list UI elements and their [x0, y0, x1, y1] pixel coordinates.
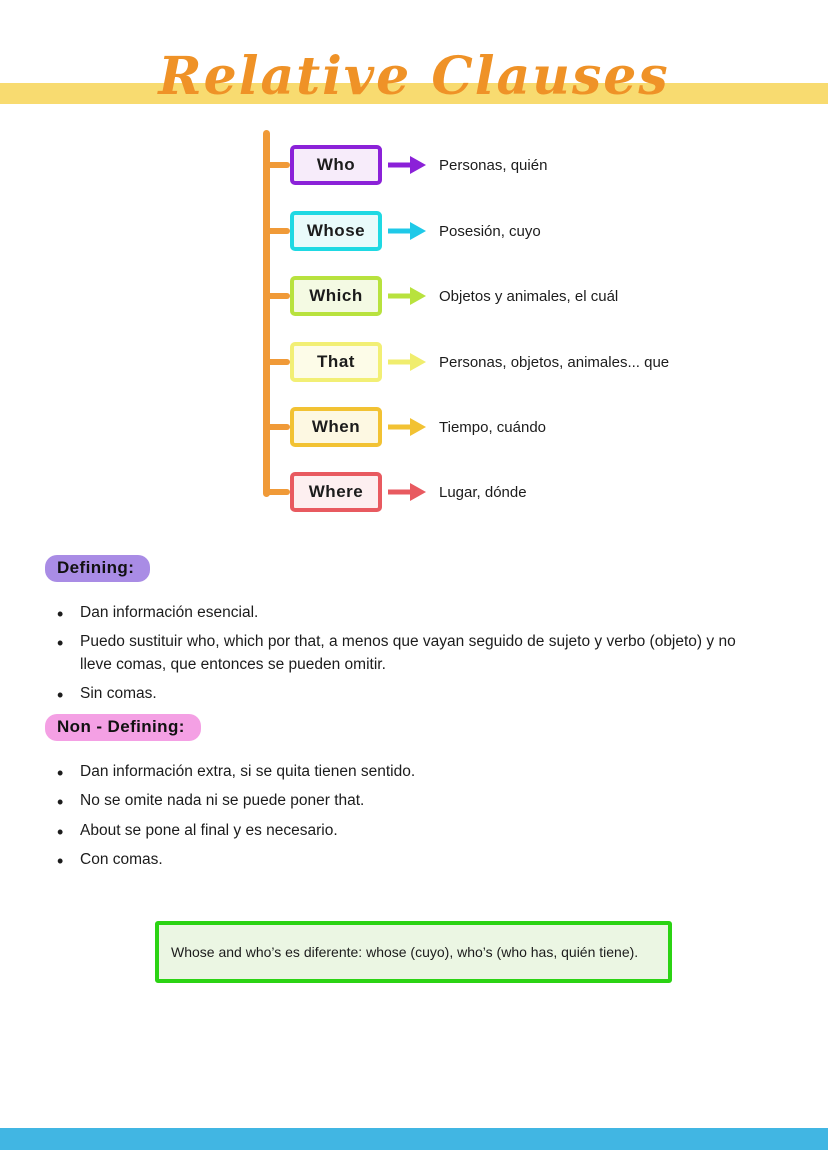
term-box-who [290, 145, 382, 185]
diagram-row-when [264, 407, 546, 447]
page-title: Relative Clauses [158, 46, 670, 107]
defining-section [45, 555, 785, 713]
term-description: Lugar, dónde [439, 483, 527, 501]
bullet-item: • About se pone al final y es necesario. [45, 820, 770, 842]
diagram-row-who [264, 145, 547, 185]
bullet-item: • Puedo sustituir who, which por that, a menos que vayan seguido de sujeto y verbo (objeto) y no lleve comas, que entonces se pueden omitir. [45, 631, 770, 676]
branch-connector [264, 293, 290, 299]
bullet-item: • Dan información extra, si se quita tienen sentido. [45, 761, 770, 783]
term-label: That [317, 352, 355, 371]
diagram-row-that [264, 342, 669, 382]
branch-connector [264, 228, 290, 234]
term-box-when [290, 407, 382, 447]
non-defining-section [45, 714, 785, 879]
bullet-item: • Con comas. [45, 849, 770, 871]
branch-connector [264, 162, 290, 168]
note-box [155, 921, 672, 983]
arrow-right-icon [387, 351, 427, 373]
term-label: Whose [306, 221, 366, 240]
arrow-right-icon [387, 481, 427, 503]
term-label: When [311, 417, 361, 436]
note-text: Whose and who’s es diferente: whose (cuyo), who’s (who has, quién tiene). [171, 944, 639, 960]
non-defining-heading: Non - Defining: [45, 714, 201, 741]
bottom-accent-band [0, 1128, 828, 1150]
term-box-where [290, 472, 382, 512]
defining-heading: Defining: [45, 555, 150, 582]
branch-connector [264, 424, 290, 430]
term-description: Objetos y animales, el cuál [439, 287, 619, 305]
bullet-item: • No se omite nada ni se puede poner that. [45, 790, 770, 812]
diagram-row-whose [264, 211, 541, 251]
term-label: Which [309, 286, 363, 305]
bullet-item: • Sin comas. [45, 683, 770, 705]
arrow-right-icon [387, 154, 427, 176]
bullet-item: • Dan información esencial. [45, 602, 770, 624]
term-box-that [290, 342, 382, 382]
term-description: Tiempo, cuándo [439, 418, 547, 436]
arrow-right-icon [387, 285, 427, 307]
term-description: Personas, objetos, animales... que [439, 353, 670, 371]
term-label: Who [316, 155, 356, 174]
branch-connector [264, 359, 290, 365]
term-description: Posesión, cuyo [439, 222, 541, 240]
term-label: Where [308, 482, 364, 501]
branch-connector [264, 489, 290, 495]
arrow-right-icon [387, 416, 427, 438]
defining-bullet-list [45, 602, 785, 706]
term-box-whose [290, 211, 382, 251]
non-defining-bullet-list [45, 761, 785, 872]
diagram-row-where [264, 472, 527, 512]
term-box-which [290, 276, 382, 316]
arrow-right-icon [387, 220, 427, 242]
diagram-row-which [264, 276, 618, 316]
term-description: Personas, quién [439, 156, 548, 174]
